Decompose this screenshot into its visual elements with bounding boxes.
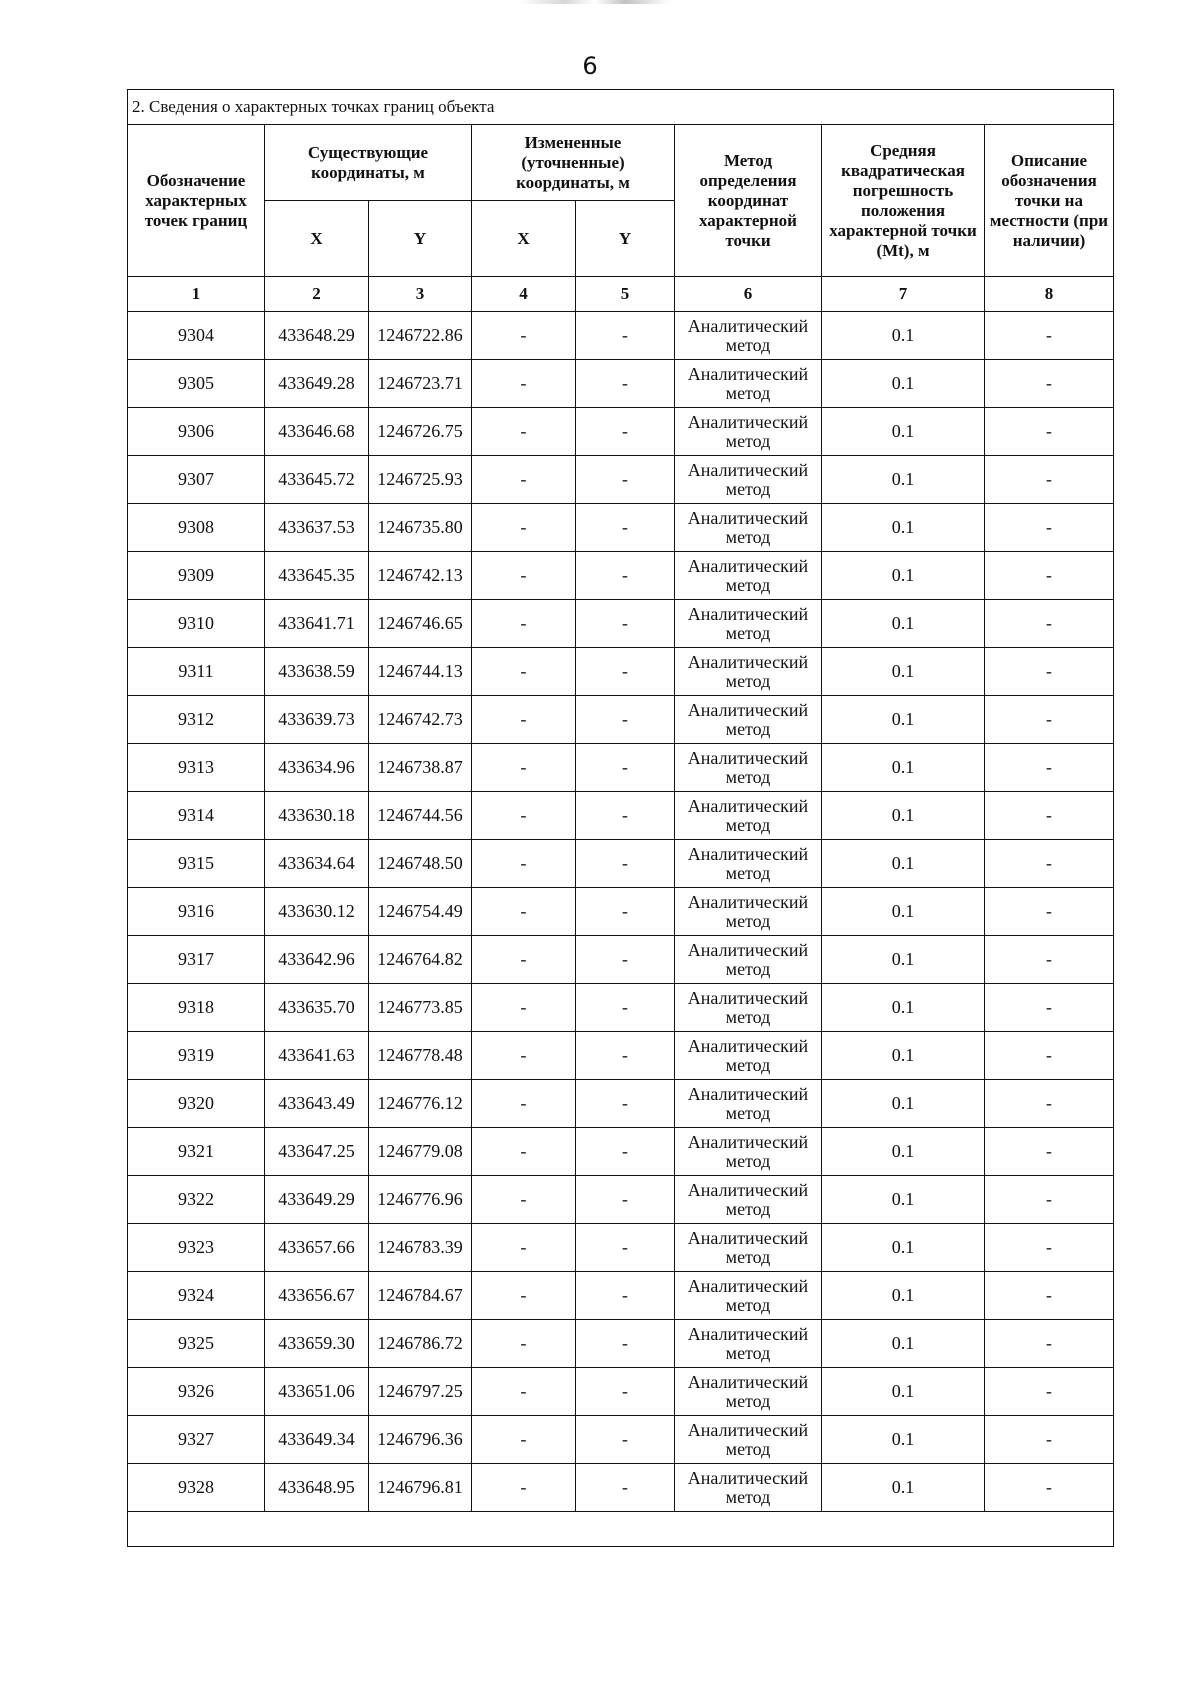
- cell-mt: 0.1: [822, 1320, 985, 1368]
- cell-existing-y: 1246773.85: [369, 984, 472, 1032]
- table-row: [128, 1416, 1114, 1464]
- cell-description: -: [985, 504, 1114, 552]
- table-row: [128, 1464, 1114, 1512]
- cell-changed-x: -: [472, 312, 576, 360]
- cell-existing-y: 1246783.39: [369, 1224, 472, 1272]
- cell-existing-x: 433634.64: [265, 840, 369, 888]
- cell-existing-y: 1246735.80: [369, 504, 472, 552]
- cell-point-number: 9307: [128, 456, 265, 504]
- table-row: [128, 840, 1114, 888]
- cell-method: Аналитический метод: [675, 1176, 822, 1224]
- cell-description: -: [985, 1032, 1114, 1080]
- table-row: [128, 408, 1114, 456]
- cell-description: -: [985, 1416, 1114, 1464]
- cell-description: -: [985, 1368, 1114, 1416]
- cell-description: -: [985, 1080, 1114, 1128]
- cell-mt: 0.1: [822, 600, 985, 648]
- cell-existing-y: 1246742.73: [369, 696, 472, 744]
- cell-description: -: [985, 840, 1114, 888]
- cell-mt: 0.1: [822, 1080, 985, 1128]
- header-changed-x: X: [472, 201, 576, 277]
- cell-mt: 0.1: [822, 1176, 985, 1224]
- cell-mt: 0.1: [822, 936, 985, 984]
- cell-mt: 0.1: [822, 648, 985, 696]
- cell-changed-y: -: [576, 1464, 675, 1512]
- cell-changed-y: -: [576, 1272, 675, 1320]
- empty-footer-row: [128, 1512, 1114, 1547]
- cell-mt: 0.1: [822, 504, 985, 552]
- table-row: [128, 1176, 1114, 1224]
- cell-description: -: [985, 1224, 1114, 1272]
- cell-method: Аналитический метод: [675, 456, 822, 504]
- cell-method: Аналитический метод: [675, 648, 822, 696]
- boundary-points-table-container: [127, 89, 1113, 1547]
- cell-existing-y: 1246797.25: [369, 1368, 472, 1416]
- column-number: 8: [985, 277, 1114, 312]
- cell-changed-x: -: [472, 936, 576, 984]
- cell-changed-x: -: [472, 456, 576, 504]
- cell-existing-y: 1246754.49: [369, 888, 472, 936]
- cell-changed-y: -: [576, 792, 675, 840]
- cell-changed-y: -: [576, 1176, 675, 1224]
- cell-point-number: 9315: [128, 840, 265, 888]
- header-changed-coordinates: Измененные (уточненные) координаты, м: [472, 125, 675, 201]
- header-existing-y: Y: [369, 201, 472, 277]
- cell-existing-y: 1246746.65: [369, 600, 472, 648]
- cell-existing-x: 433642.96: [265, 936, 369, 984]
- cell-existing-x: 433635.70: [265, 984, 369, 1032]
- cell-mt: 0.1: [822, 552, 985, 600]
- cell-method: Аналитический метод: [675, 1368, 822, 1416]
- cell-changed-x: -: [472, 1176, 576, 1224]
- cell-existing-y: 1246778.48: [369, 1032, 472, 1080]
- cell-mt: 0.1: [822, 840, 985, 888]
- cell-method: Аналитический метод: [675, 1464, 822, 1512]
- cell-method: Аналитический метод: [675, 1032, 822, 1080]
- column-number: 4: [472, 277, 576, 312]
- cell-existing-x: 433646.68: [265, 408, 369, 456]
- cell-point-number: 9325: [128, 1320, 265, 1368]
- cell-method: Аналитический метод: [675, 1080, 822, 1128]
- cell-description: -: [985, 648, 1114, 696]
- cell-description: -: [985, 1272, 1114, 1320]
- cell-method: Аналитический метод: [675, 600, 822, 648]
- column-number: 3: [369, 277, 472, 312]
- cell-existing-x: 433648.29: [265, 312, 369, 360]
- cell-method: Аналитический метод: [675, 504, 822, 552]
- cell-changed-x: -: [472, 984, 576, 1032]
- cell-mt: 0.1: [822, 744, 985, 792]
- cell-point-number: 9310: [128, 600, 265, 648]
- cell-existing-x: 433643.49: [265, 1080, 369, 1128]
- column-number: 6: [675, 277, 822, 312]
- cell-point-number: 9321: [128, 1128, 265, 1176]
- cell-description: -: [985, 408, 1114, 456]
- cell-existing-y: 1246744.56: [369, 792, 472, 840]
- cell-existing-y: 1246764.82: [369, 936, 472, 984]
- cell-changed-y: -: [576, 1320, 675, 1368]
- cell-point-number: 9304: [128, 312, 265, 360]
- cell-existing-y: 1246722.86: [369, 312, 472, 360]
- table-row: [128, 1320, 1114, 1368]
- cell-point-number: 9320: [128, 1080, 265, 1128]
- cell-description: -: [985, 456, 1114, 504]
- cell-description: -: [985, 792, 1114, 840]
- cell-mt: 0.1: [822, 1368, 985, 1416]
- cell-point-number: 9314: [128, 792, 265, 840]
- cell-changed-y: -: [576, 1224, 675, 1272]
- cell-changed-y: -: [576, 840, 675, 888]
- cell-description: -: [985, 360, 1114, 408]
- cell-changed-x: -: [472, 360, 576, 408]
- cell-changed-y: -: [576, 744, 675, 792]
- cell-changed-x: -: [472, 1032, 576, 1080]
- cell-changed-y: -: [576, 408, 675, 456]
- table-row: [128, 1272, 1114, 1320]
- cell-existing-x: 433649.34: [265, 1416, 369, 1464]
- header-point-designation: Обозначение характерных точек границ: [128, 125, 265, 277]
- header-existing-coordinates: Существующие координаты, м: [265, 125, 472, 201]
- cell-method: Аналитический метод: [675, 552, 822, 600]
- table-row: [128, 600, 1114, 648]
- header-mean-square-error: Средняя квадратическая погрешность положения характерной точки (Mt), м: [822, 125, 985, 277]
- cell-changed-y: -: [576, 312, 675, 360]
- cell-changed-x: -: [472, 648, 576, 696]
- cell-method: Аналитический метод: [675, 1224, 822, 1272]
- cell-point-number: 9305: [128, 360, 265, 408]
- cell-mt: 0.1: [822, 792, 985, 840]
- cell-existing-x: 433630.12: [265, 888, 369, 936]
- cell-changed-y: -: [576, 1080, 675, 1128]
- cell-description: -: [985, 1176, 1114, 1224]
- cell-existing-x: 433645.72: [265, 456, 369, 504]
- table-row: [128, 1080, 1114, 1128]
- cell-mt: 0.1: [822, 1272, 985, 1320]
- table-row: [128, 504, 1114, 552]
- cell-existing-x: 433649.29: [265, 1176, 369, 1224]
- cell-point-number: 9327: [128, 1416, 265, 1464]
- cell-existing-x: 433639.73: [265, 696, 369, 744]
- cell-description: -: [985, 1464, 1114, 1512]
- cell-method: Аналитический метод: [675, 744, 822, 792]
- cell-point-number: 9312: [128, 696, 265, 744]
- column-number: 7: [822, 277, 985, 312]
- cell-mt: 0.1: [822, 360, 985, 408]
- cell-point-number: 9317: [128, 936, 265, 984]
- cell-description: -: [985, 600, 1114, 648]
- header-changed-y: Y: [576, 201, 675, 277]
- cell-changed-y: -: [576, 1032, 675, 1080]
- cell-method: Аналитический метод: [675, 1272, 822, 1320]
- cell-changed-x: -: [472, 1464, 576, 1512]
- cell-changed-x: -: [472, 744, 576, 792]
- cell-existing-x: 433634.96: [265, 744, 369, 792]
- cell-changed-x: -: [472, 1320, 576, 1368]
- cell-mt: 0.1: [822, 1224, 985, 1272]
- cell-existing-x: 433641.63: [265, 1032, 369, 1080]
- cell-description: -: [985, 312, 1114, 360]
- cell-existing-x: 433638.59: [265, 648, 369, 696]
- cell-existing-y: 1246738.87: [369, 744, 472, 792]
- cell-method: Аналитический метод: [675, 1416, 822, 1464]
- cell-point-number: 9328: [128, 1464, 265, 1512]
- cell-existing-x: 433657.66: [265, 1224, 369, 1272]
- cell-changed-y: -: [576, 1416, 675, 1464]
- cell-changed-y: -: [576, 888, 675, 936]
- cell-existing-y: 1246779.08: [369, 1128, 472, 1176]
- cell-method: Аналитический метод: [675, 312, 822, 360]
- cell-changed-y: -: [576, 936, 675, 984]
- cell-changed-x: -: [472, 1272, 576, 1320]
- cell-method: Аналитический метод: [675, 1320, 822, 1368]
- cell-point-number: 9322: [128, 1176, 265, 1224]
- cell-existing-y: 1246742.13: [369, 552, 472, 600]
- cell-existing-x: 433659.30: [265, 1320, 369, 1368]
- cell-description: -: [985, 744, 1114, 792]
- cell-existing-x: 433641.71: [265, 600, 369, 648]
- cell-mt: 0.1: [822, 888, 985, 936]
- page-number: 6: [582, 52, 598, 80]
- cell-changed-x: -: [472, 1224, 576, 1272]
- cell-mt: 0.1: [822, 408, 985, 456]
- cell-changed-x: -: [472, 1416, 576, 1464]
- table-row: [128, 1128, 1114, 1176]
- cell-method: Аналитический метод: [675, 1128, 822, 1176]
- cell-point-number: 9306: [128, 408, 265, 456]
- cell-description: -: [985, 1320, 1114, 1368]
- cell-existing-y: 1246796.36: [369, 1416, 472, 1464]
- cell-existing-x: 433648.95: [265, 1464, 369, 1512]
- cell-point-number: 9319: [128, 1032, 265, 1080]
- cell-mt: 0.1: [822, 696, 985, 744]
- cell-changed-x: -: [472, 1128, 576, 1176]
- cell-existing-y: 1246725.93: [369, 456, 472, 504]
- cell-changed-y: -: [576, 504, 675, 552]
- cell-mt: 0.1: [822, 984, 985, 1032]
- cell-method: Аналитический метод: [675, 696, 822, 744]
- table-row: [128, 888, 1114, 936]
- cell-changed-x: -: [472, 792, 576, 840]
- cell-point-number: 9323: [128, 1224, 265, 1272]
- cell-changed-y: -: [576, 360, 675, 408]
- cell-changed-x: -: [472, 888, 576, 936]
- table-row: [128, 1224, 1114, 1272]
- table-row: [128, 456, 1114, 504]
- empty-footer-cell: [128, 1512, 1114, 1547]
- cell-changed-y: -: [576, 696, 675, 744]
- cell-changed-y: -: [576, 1368, 675, 1416]
- cell-mt: 0.1: [822, 1416, 985, 1464]
- cell-existing-x: 433647.25: [265, 1128, 369, 1176]
- table-row: [128, 792, 1114, 840]
- cell-point-number: 9313: [128, 744, 265, 792]
- table-row: [128, 648, 1114, 696]
- cell-existing-y: 1246786.72: [369, 1320, 472, 1368]
- cell-method: Аналитический метод: [675, 936, 822, 984]
- cell-description: -: [985, 984, 1114, 1032]
- cell-changed-x: -: [472, 504, 576, 552]
- cell-changed-x: -: [472, 840, 576, 888]
- cell-mt: 0.1: [822, 1128, 985, 1176]
- cell-mt: 0.1: [822, 456, 985, 504]
- cell-description: -: [985, 936, 1114, 984]
- column-numbers-row: [128, 277, 1114, 312]
- cell-changed-x: -: [472, 1080, 576, 1128]
- cell-method: Аналитический метод: [675, 408, 822, 456]
- cell-existing-y: 1246796.81: [369, 1464, 472, 1512]
- cell-existing-y: 1246776.12: [369, 1080, 472, 1128]
- cell-existing-y: 1246744.13: [369, 648, 472, 696]
- cell-description: -: [985, 1128, 1114, 1176]
- cell-existing-x: 433637.53: [265, 504, 369, 552]
- cell-changed-x: -: [472, 408, 576, 456]
- cell-point-number: 9311: [128, 648, 265, 696]
- cell-method: Аналитический метод: [675, 888, 822, 936]
- cell-existing-x: 433630.18: [265, 792, 369, 840]
- cell-point-number: 9309: [128, 552, 265, 600]
- cell-method: Аналитический метод: [675, 984, 822, 1032]
- cell-existing-y: 1246748.50: [369, 840, 472, 888]
- scan-artifact: [520, 0, 670, 4]
- cell-existing-x: 433651.06: [265, 1368, 369, 1416]
- table-row: [128, 936, 1114, 984]
- table-row: [128, 1368, 1114, 1416]
- cell-changed-y: -: [576, 984, 675, 1032]
- cell-point-number: 9326: [128, 1368, 265, 1416]
- cell-existing-y: 1246784.67: [369, 1272, 472, 1320]
- cell-mt: 0.1: [822, 312, 985, 360]
- cell-changed-x: -: [472, 552, 576, 600]
- table-row: [128, 1032, 1114, 1080]
- cell-method: Аналитический метод: [675, 792, 822, 840]
- cell-changed-y: -: [576, 1128, 675, 1176]
- table-body: [128, 312, 1114, 1512]
- cell-point-number: 9316: [128, 888, 265, 936]
- table-row: [128, 984, 1114, 1032]
- table-row: [128, 360, 1114, 408]
- header-description: Описание обозначения точки на местности (при наличии): [985, 125, 1114, 277]
- cell-changed-x: -: [472, 696, 576, 744]
- cell-point-number: 9324: [128, 1272, 265, 1320]
- cell-method: Аналитический метод: [675, 360, 822, 408]
- table-row: [128, 744, 1114, 792]
- table-row: [128, 696, 1114, 744]
- cell-mt: 0.1: [822, 1032, 985, 1080]
- cell-changed-y: -: [576, 552, 675, 600]
- cell-changed-y: -: [576, 600, 675, 648]
- cell-description: -: [985, 696, 1114, 744]
- cell-method: Аналитический метод: [675, 840, 822, 888]
- cell-description: -: [985, 888, 1114, 936]
- column-number: 1: [128, 277, 265, 312]
- cell-existing-x: 433645.35: [265, 552, 369, 600]
- table-row: [128, 312, 1114, 360]
- cell-point-number: 9308: [128, 504, 265, 552]
- cell-existing-y: 1246723.71: [369, 360, 472, 408]
- table-row: [128, 552, 1114, 600]
- cell-changed-x: -: [472, 1368, 576, 1416]
- cell-existing-y: 1246726.75: [369, 408, 472, 456]
- column-number: 5: [576, 277, 675, 312]
- header-method: Метод определения координат характерной точки: [675, 125, 822, 277]
- cell-description: -: [985, 552, 1114, 600]
- cell-changed-y: -: [576, 648, 675, 696]
- boundary-points-table: [127, 89, 1114, 1547]
- cell-point-number: 9318: [128, 984, 265, 1032]
- cell-existing-x: 433649.28: [265, 360, 369, 408]
- cell-changed-y: -: [576, 456, 675, 504]
- cell-existing-y: 1246776.96: [369, 1176, 472, 1224]
- cell-mt: 0.1: [822, 1464, 985, 1512]
- column-number: 2: [265, 277, 369, 312]
- section-title: 2. Сведения о характерных точках границ объекта: [128, 90, 1114, 125]
- header-existing-x: X: [265, 201, 369, 277]
- cell-existing-x: 433656.67: [265, 1272, 369, 1320]
- cell-changed-x: -: [472, 600, 576, 648]
